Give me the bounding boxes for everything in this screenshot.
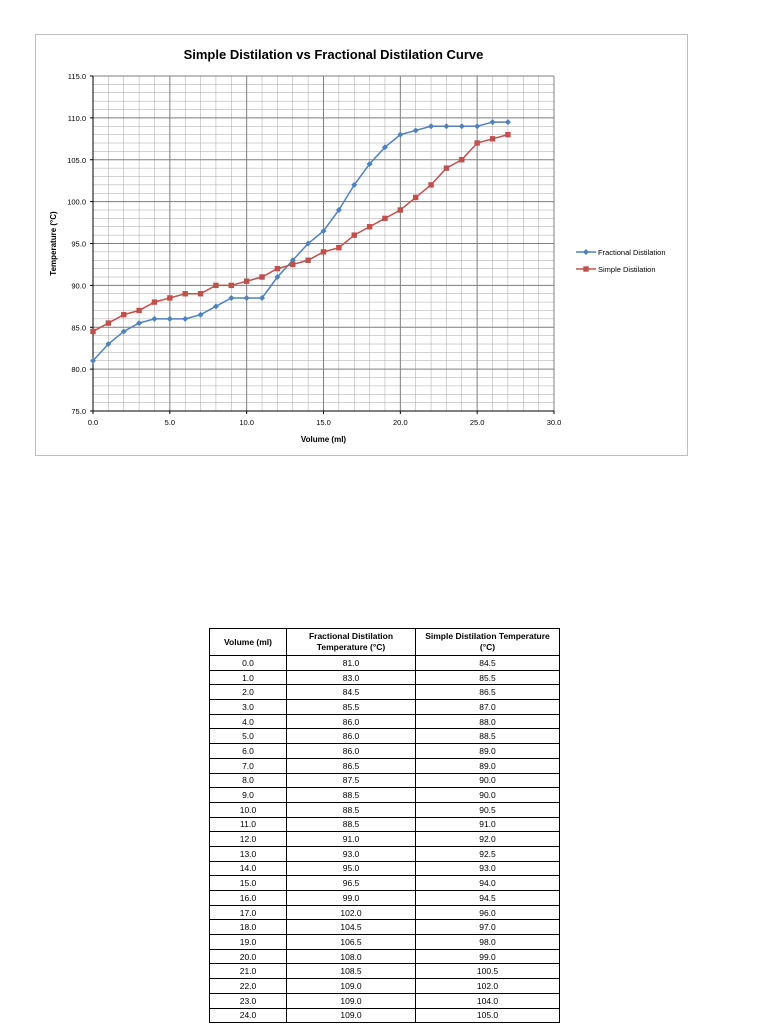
cell-fractional-temperature: 81.0 xyxy=(287,656,416,671)
data-point xyxy=(183,291,188,296)
cell-volume: 19.0 xyxy=(210,935,287,950)
data-point xyxy=(505,132,510,137)
table-row xyxy=(210,758,560,773)
table-row xyxy=(210,979,560,994)
cell-volume: 24.0 xyxy=(210,1008,287,1023)
data-point xyxy=(321,249,326,254)
data-point xyxy=(106,320,111,325)
y-tick-label: 95.0 xyxy=(71,239,86,249)
table-row xyxy=(210,656,560,671)
cell-fractional-temperature: 109.0 xyxy=(287,979,416,994)
cell-simple-temperature: 99.0 xyxy=(416,949,560,964)
cell-fractional-temperature: 85.5 xyxy=(287,700,416,715)
table-row xyxy=(210,788,560,803)
series-line-0 xyxy=(93,122,508,361)
data-point xyxy=(428,123,434,129)
table-row xyxy=(210,920,560,935)
cell-volume: 16.0 xyxy=(210,891,287,906)
cell-volume: 8.0 xyxy=(210,773,287,788)
data-point xyxy=(367,224,372,229)
table-row xyxy=(210,891,560,906)
cell-fractional-temperature: 93.0 xyxy=(287,846,416,861)
cell-simple-temperature: 86.5 xyxy=(416,685,560,700)
table-row xyxy=(210,817,560,832)
cell-simple-temperature: 94.0 xyxy=(416,876,560,891)
x-tick-label: 15.0 xyxy=(316,418,331,427)
table-row xyxy=(210,876,560,891)
cell-fractional-temperature: 106.5 xyxy=(287,935,416,950)
table-row xyxy=(210,935,560,950)
cell-volume: 4.0 xyxy=(210,714,287,729)
data-point xyxy=(213,303,219,309)
table-row xyxy=(210,685,560,700)
data-point xyxy=(182,316,188,322)
cell-simple-temperature: 100.5 xyxy=(416,964,560,979)
cell-fractional-temperature: 84.5 xyxy=(287,685,416,700)
data-point xyxy=(428,182,433,187)
line-chart xyxy=(36,35,689,457)
cell-simple-temperature: 90.5 xyxy=(416,802,560,817)
table-row xyxy=(210,905,560,920)
legend-label: Simple Distilation xyxy=(598,265,656,274)
cell-volume: 5.0 xyxy=(210,729,287,744)
chart-area xyxy=(35,34,688,456)
cell-simple-temperature: 97.0 xyxy=(416,920,560,935)
cell-simple-temperature: 88.0 xyxy=(416,714,560,729)
cell-fractional-temperature: 88.5 xyxy=(287,788,416,803)
data-point xyxy=(151,316,157,322)
y-tick-label: 110.0 xyxy=(67,113,86,123)
data-point xyxy=(275,266,280,271)
x-tick-label: 5.0 xyxy=(164,418,176,427)
cell-fractional-temperature: 83.0 xyxy=(287,670,416,685)
y-tick-label: 105.0 xyxy=(67,155,86,165)
data-point xyxy=(352,232,357,237)
cell-fractional-temperature: 86.0 xyxy=(287,714,416,729)
header-volume: Volume (ml) xyxy=(210,629,287,656)
table-row xyxy=(210,700,560,715)
data-point xyxy=(244,295,250,301)
data-point xyxy=(244,278,249,283)
data-point xyxy=(398,207,403,212)
data-point xyxy=(444,165,449,170)
chart-title: Simple Distilation vs Fractional Distilation Curve xyxy=(183,47,484,62)
x-tick-label: 25.0 xyxy=(469,418,485,427)
y-tick-label: 90.0 xyxy=(71,281,86,291)
cell-fractional-temperature: 102.0 xyxy=(287,905,416,920)
data-point xyxy=(413,195,418,200)
y-tick-label: 75.0 xyxy=(71,407,86,416)
cell-volume: 6.0 xyxy=(210,744,287,759)
cell-fractional-temperature: 109.0 xyxy=(287,993,416,1008)
y-tick-label: 80.0 xyxy=(71,365,86,375)
cell-simple-temperature: 88.5 xyxy=(416,729,560,744)
cell-simple-temperature: 90.0 xyxy=(416,788,560,803)
cell-volume: 9.0 xyxy=(210,788,287,803)
legend-label: Fractional Distilation xyxy=(598,248,666,257)
table-row xyxy=(210,714,560,729)
data-point xyxy=(152,299,157,304)
cell-volume: 20.0 xyxy=(210,949,287,964)
data-point xyxy=(167,295,172,300)
cell-simple-temperature: 85.5 xyxy=(416,670,560,685)
cell-volume: 2.0 xyxy=(210,685,287,700)
cell-volume: 21.0 xyxy=(210,964,287,979)
data-point xyxy=(474,123,480,129)
cell-simple-temperature: 96.0 xyxy=(416,905,560,920)
data-point xyxy=(259,274,264,279)
table-row xyxy=(210,744,560,759)
cell-fractional-temperature: 87.5 xyxy=(287,773,416,788)
data-point xyxy=(413,127,419,133)
cell-simple-temperature: 104.0 xyxy=(416,993,560,1008)
data-point xyxy=(382,216,387,221)
data-point xyxy=(136,308,141,313)
cell-fractional-temperature: 99.0 xyxy=(287,891,416,906)
cell-fractional-temperature: 96.5 xyxy=(287,876,416,891)
cell-volume: 14.0 xyxy=(210,861,287,876)
data-point xyxy=(198,312,204,318)
cell-simple-temperature: 89.0 xyxy=(416,758,560,773)
y-tick-label: 100.0 xyxy=(67,197,86,207)
data-point xyxy=(443,123,449,129)
table-row xyxy=(210,729,560,744)
table-row xyxy=(210,773,560,788)
cell-volume: 11.0 xyxy=(210,817,287,832)
cell-simple-temperature: 105.0 xyxy=(416,1008,560,1023)
data-point xyxy=(136,320,142,326)
table-row xyxy=(210,846,560,861)
cell-volume: 3.0 xyxy=(210,700,287,715)
cell-fractional-temperature: 95.0 xyxy=(287,861,416,876)
cell-simple-temperature: 92.5 xyxy=(416,846,560,861)
data-point xyxy=(490,136,495,141)
data-point xyxy=(213,283,218,288)
cell-fractional-temperature: 109.0 xyxy=(287,1008,416,1023)
table-row xyxy=(210,964,560,979)
cell-simple-temperature: 93.0 xyxy=(416,861,560,876)
legend-marker xyxy=(583,266,588,271)
cell-fractional-temperature: 91.0 xyxy=(287,832,416,847)
data-point xyxy=(305,258,310,263)
table-body xyxy=(210,656,560,1023)
data-point xyxy=(474,140,479,145)
header-fractional-temperature: Fractional Distilation Temperature (°C) xyxy=(287,629,416,656)
data-point xyxy=(121,312,126,317)
data-point xyxy=(505,119,511,125)
cell-volume: 10.0 xyxy=(210,802,287,817)
x-tick-label: 0.0 xyxy=(87,418,99,427)
cell-volume: 0.0 xyxy=(210,656,287,671)
cell-volume: 22.0 xyxy=(210,979,287,994)
cell-fractional-temperature: 86.5 xyxy=(287,758,416,773)
cell-fractional-temperature: 88.5 xyxy=(287,817,416,832)
y-axis-label: Temperature (°C) xyxy=(49,211,58,276)
x-axis-label: Volume (ml) xyxy=(300,435,347,444)
y-tick-label: 115.0 xyxy=(67,72,86,81)
cell-fractional-temperature: 86.0 xyxy=(287,729,416,744)
table-row xyxy=(210,949,560,964)
x-tick-label: 20.0 xyxy=(393,418,408,427)
x-tick-label: 30.0 xyxy=(546,418,562,427)
data-point xyxy=(198,291,203,296)
data-point xyxy=(228,295,234,301)
table-row xyxy=(210,832,560,847)
x-tick-label: 10.0 xyxy=(239,418,254,427)
cell-volume: 1.0 xyxy=(210,670,287,685)
cell-simple-temperature: 89.0 xyxy=(416,744,560,759)
cell-fractional-temperature: 86.0 xyxy=(287,744,416,759)
cell-volume: 15.0 xyxy=(210,876,287,891)
table-header-row xyxy=(210,629,560,656)
table-row xyxy=(210,1008,560,1023)
cell-volume: 7.0 xyxy=(210,758,287,773)
data-point xyxy=(336,245,341,250)
data-table xyxy=(209,628,560,1023)
cell-fractional-temperature: 104.5 xyxy=(287,920,416,935)
cell-simple-temperature: 90.0 xyxy=(416,773,560,788)
data-point xyxy=(459,157,464,162)
table-row xyxy=(210,670,560,685)
cell-volume: 18.0 xyxy=(210,920,287,935)
cell-simple-temperature: 87.0 xyxy=(416,700,560,715)
data-point xyxy=(229,283,234,288)
cell-volume: 13.0 xyxy=(210,846,287,861)
data-point xyxy=(167,316,173,322)
table-row xyxy=(210,861,560,876)
cell-fractional-temperature: 108.0 xyxy=(287,949,416,964)
data-point xyxy=(290,262,295,267)
cell-volume: 17.0 xyxy=(210,905,287,920)
cell-volume: 12.0 xyxy=(210,832,287,847)
cell-simple-temperature: 98.0 xyxy=(416,935,560,950)
table-row xyxy=(210,993,560,1008)
cell-simple-temperature: 91.0 xyxy=(416,817,560,832)
cell-simple-temperature: 102.0 xyxy=(416,979,560,994)
data-point xyxy=(459,123,465,129)
cell-simple-temperature: 84.5 xyxy=(416,656,560,671)
y-tick-label: 85.0 xyxy=(71,323,86,333)
cell-simple-temperature: 94.5 xyxy=(416,891,560,906)
data-point xyxy=(490,119,496,125)
cell-fractional-temperature: 88.5 xyxy=(287,802,416,817)
header-simple-temperature: Simple Distilation Temperature (°C) xyxy=(416,629,560,656)
cell-volume: 23.0 xyxy=(210,993,287,1008)
table-row xyxy=(210,802,560,817)
cell-simple-temperature: 92.0 xyxy=(416,832,560,847)
legend-marker xyxy=(583,249,589,255)
cell-fractional-temperature: 108.5 xyxy=(287,964,416,979)
data-point xyxy=(90,329,95,334)
